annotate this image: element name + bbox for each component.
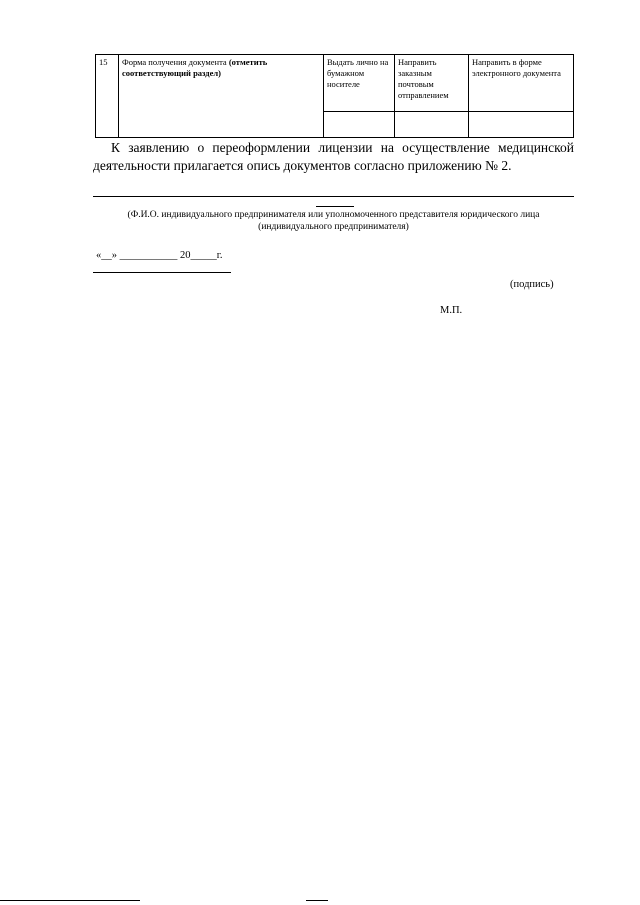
row-label-cell <box>119 55 324 138</box>
signatory-caption-line2: (индивидуального предпринимателя) <box>258 222 409 232</box>
checkbox-in-person[interactable] <box>324 112 395 138</box>
table-row <box>96 55 574 112</box>
footer-divider <box>0 900 140 901</box>
option-in-person-label: Выдать лично на бумажном носителе <box>327 57 389 89</box>
footer-divider <box>306 900 328 901</box>
signature-label: (подпись) <box>510 279 554 290</box>
option-in-person-cell <box>324 55 395 112</box>
row-label-text: Форма получения документа <box>122 57 229 67</box>
stamp-label: М.П. <box>440 305 463 316</box>
option-electronic-label: Направить в форме электронного документа <box>472 57 561 78</box>
date-field: «__» ___________ 20_____г. <box>96 250 223 261</box>
row-number-cell <box>96 55 119 138</box>
attachment-paragraph: К заявлению о переоформлении лицензии на осуществление медицинской деятельности прилагается опись документов согласно приложению № 2. <box>93 140 574 173</box>
document-form-table <box>95 54 574 138</box>
option-mail-cell <box>395 55 469 112</box>
signatory-caption-line1: (Ф.И.О. индивидуального предпринимателя или уполномоченного представителя юридического лица <box>127 210 540 220</box>
option-electronic-cell <box>469 55 574 112</box>
signature-underline <box>93 272 231 273</box>
checkbox-electronic[interactable] <box>469 112 574 138</box>
row-label-instruction: (отметить соответствующий раздел) <box>122 57 268 78</box>
row-number: 15 <box>99 57 108 67</box>
signatory-caption <box>93 209 574 233</box>
checkbox-mail[interactable] <box>395 112 469 138</box>
name-signature-line <box>93 196 574 197</box>
option-mail-label: Направить заказным почтовым отправлением <box>398 57 449 100</box>
name-signature-short-line <box>316 206 354 207</box>
